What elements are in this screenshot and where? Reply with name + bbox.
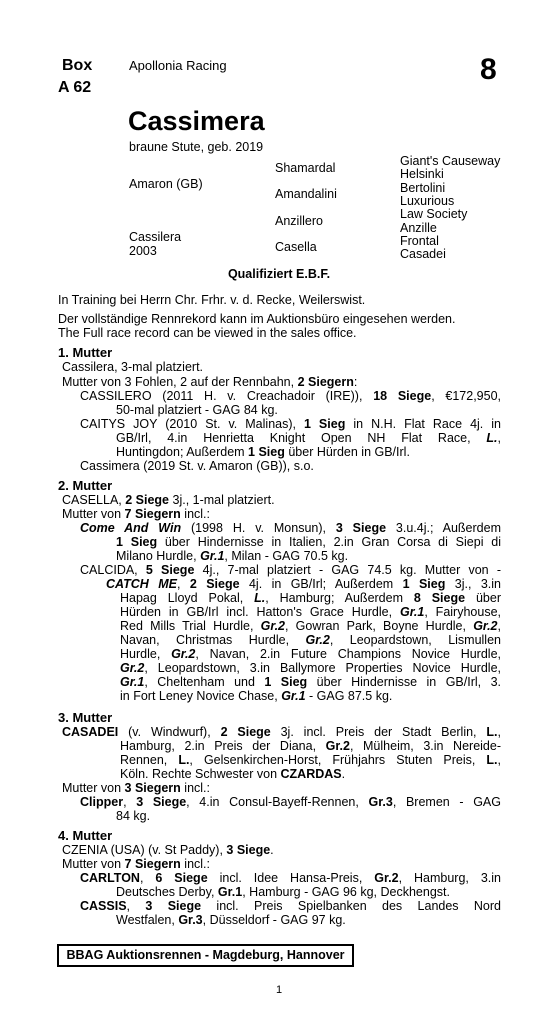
progeny-calcida: CALCIDA, 5 Siege 4j., 7-mal platziert - GAG 74.5 kg. Mutter von -	[80, 563, 501, 577]
progeny-clipper-cont: 84 kg.	[116, 809, 151, 823]
pedigree-g3-3: Bertolini	[400, 181, 446, 195]
progeny-catch-me-cont3: Red Mills Trial Hurdle, Gr.2, Gowran Park, Boyne Hurdle, Gr.2,	[120, 619, 501, 633]
pedigree-g3-2: Helsinki	[400, 167, 444, 181]
third-dam-title: 3. Mutter	[58, 710, 113, 725]
progeny-cassis-cont: Westfalen, Gr.3, Düsseldorf - GAG 97 kg.	[116, 913, 346, 927]
pedigree-g3-4: Luxurious	[400, 194, 455, 208]
progeny-come-and-win-cont1: 1 Sieg über Hindernisse in Italien, 2.in Gran Corsa di Siepi di	[116, 535, 501, 549]
second-dam-produce: Mutter von 7 Siegern incl.:	[62, 507, 210, 521]
pedigree-g3-6: Anzille	[400, 221, 437, 235]
progeny-carlton: CARLTON, 6 Siege incl. Idee Hansa-Preis, Gr.2, Hamburg, 3.in	[80, 871, 501, 885]
progeny-carlton-cont: Deutsches Derby, Gr.1, Hamburg - GAG 96 kg, Deckhengst.	[116, 885, 450, 899]
fourth-dam-title: 4. Mutter	[58, 828, 113, 843]
pedigree-dam: Cassilera	[129, 230, 182, 244]
progeny-catch-me-cont2: Hürden in GB/Irl incl. Hatton's Grace Hurdle, Gr.1, Fairyhouse,	[120, 605, 501, 619]
fourth-dam-record: CZENIA (USA) (v. St Paddy), 3 Siege.	[62, 843, 274, 857]
lot-number: 8	[480, 53, 497, 86]
first-dam-record: Cassilera, 3-mal platziert.	[62, 360, 204, 374]
pedigree-g3-8: Casadei	[400, 247, 446, 261]
pedigree-sire-dam: Amandalini	[275, 187, 337, 201]
progeny-cassis: CASSIS, 3 Siege incl. Preis Spielbanken des Landes Nord	[80, 899, 501, 913]
progeny-come-and-win-cont2: Milano Hurdle, Gr.1, Milan - GAG 70.5 kg.	[116, 549, 349, 563]
progeny-cassilero: CASSILERO (2011 H. v. Creachadoir (IRE)), 18 Siege, €172,950,	[80, 389, 501, 403]
pedigree-dam-year: 2003	[129, 244, 157, 258]
pedigree-dam-dam: Casella	[275, 240, 317, 254]
progeny-catch-me-cont1: Hapag Lloyd Pokal, L., Hamburg; Außerdem 8 Siege über	[120, 591, 501, 605]
auction-race-badge: BBAG Auktionsrennen - Magdeburg, Hannover	[57, 944, 354, 967]
training-info: In Training bei Herrn Chr. Frhr. v. d. Recke, Weilerswist.	[58, 293, 366, 307]
third-dam-produce: Mutter von 3 Siegern incl.:	[62, 781, 210, 795]
pedigree-dam-sire: Anzillero	[275, 214, 323, 228]
pedigree-sire: Amaron (GB)	[129, 177, 203, 191]
second-dam-title: 2. Mutter	[58, 478, 113, 493]
progeny-catch-me-cont7: Gr.1, Cheltenham und 1 Sieg über Hindernisse in GB/Irl, 3.	[120, 675, 501, 689]
horse-description: braune Stute, geb. 2019	[129, 140, 264, 154]
progeny-caitys-joy-cont2: Huntingdon; Außerdem 1 Sieg über Hürden in GB/Irl.	[116, 445, 410, 459]
progeny-caitys-joy-cont1: GB/Irl, 4.in Henrietta Knight Open NH Flat Race, L.,	[116, 431, 501, 445]
progeny-catch-me-cont8: in Fort Leney Novice Chase, Gr.1 - GAG 87.5 kg.	[120, 689, 393, 703]
box-label: Box	[62, 57, 93, 74]
progeny-caitys-joy: CAITYS JOY (2010 St. v. Malinas), 1 Sieg in N.H. Flat Race 4j. in	[80, 417, 501, 431]
first-dam-title: 1. Mutter	[58, 345, 113, 360]
third-dam-record-cont3: Köln. Rechte Schwester von CZARDAS.	[120, 767, 346, 781]
second-dam-record: CASELLA, 2 Siege 3j., 1-mal platziert.	[62, 493, 275, 507]
progeny-catch-me-cont6: Gr.2, Leopardstown, 3.in Ballymore Properties Novice Hurdle,	[120, 661, 501, 675]
third-dam-record-cont1: Hamburg, 2.in Preis der Diana, Gr.2, Mülheim, 3.in Nereide-	[120, 739, 501, 753]
progeny-cassimera: Cassimera (2019 St. v. Amaron (GB)), s.o.	[80, 459, 314, 473]
progeny-come-and-win: Come And Win (1998 H. v. Monsun), 3 Siege 3.u.4j.; Außerdem	[80, 521, 501, 535]
progeny-catch-me-cont5: Hurdle, Gr.2, Navan, 2.in Future Champions Novice Hurdle,	[120, 647, 501, 661]
progeny-catch-me-cont4: Navan, Christmas Hurdle, Gr.2, Leopardstown, Lismullen	[120, 633, 501, 647]
page-number: 1	[275, 984, 283, 996]
progeny-catch-me: CATCH ME, 2 Siege 4j. in GB/Irl; Außerdem 1 Sieg 3j., 3.in	[106, 577, 501, 591]
pedigree-g3-1: Giant's Causeway	[400, 154, 501, 168]
qualification: Qualifiziert E.B.F.	[227, 267, 331, 281]
pedigree-g3-7: Frontal	[400, 234, 439, 248]
record-note-de: Der vollständige Rennrekord kann im Auktionsbüro eingesehen werden.	[58, 312, 456, 326]
progeny-clipper: Clipper, 3 Siege, 4.in Consul-Bayeff-Rennen, Gr.3, Bremen - GAG	[80, 795, 501, 809]
pedigree-sire-sire: Shamardal	[275, 161, 336, 175]
record-note-en: The Full race record can be viewed in the sales office.	[58, 326, 357, 340]
consignor: Apollonia Racing	[129, 58, 227, 73]
third-dam-record-cont2: Rennen, L., Gelsenkirchen-Horst, Frühjahrs Stuten Preis, L.,	[120, 753, 501, 767]
third-dam-record: CASADEI (v. Windwurf), 2 Siege 3j. incl. Preis der Stadt Berlin, L.,	[62, 725, 501, 739]
pedigree-g3-5: Law Society	[400, 207, 468, 221]
horse-name: Cassimera	[128, 106, 265, 136]
fourth-dam-produce: Mutter von 7 Siegern incl.:	[62, 857, 210, 871]
first-dam-produce: Mutter von 3 Fohlen, 2 auf der Rennbahn, 2 Siegern:	[62, 375, 358, 389]
box-number: A 62	[58, 79, 92, 96]
progeny-cassilero-cont: 50-mal platziert - GAG 84 kg.	[116, 403, 278, 417]
